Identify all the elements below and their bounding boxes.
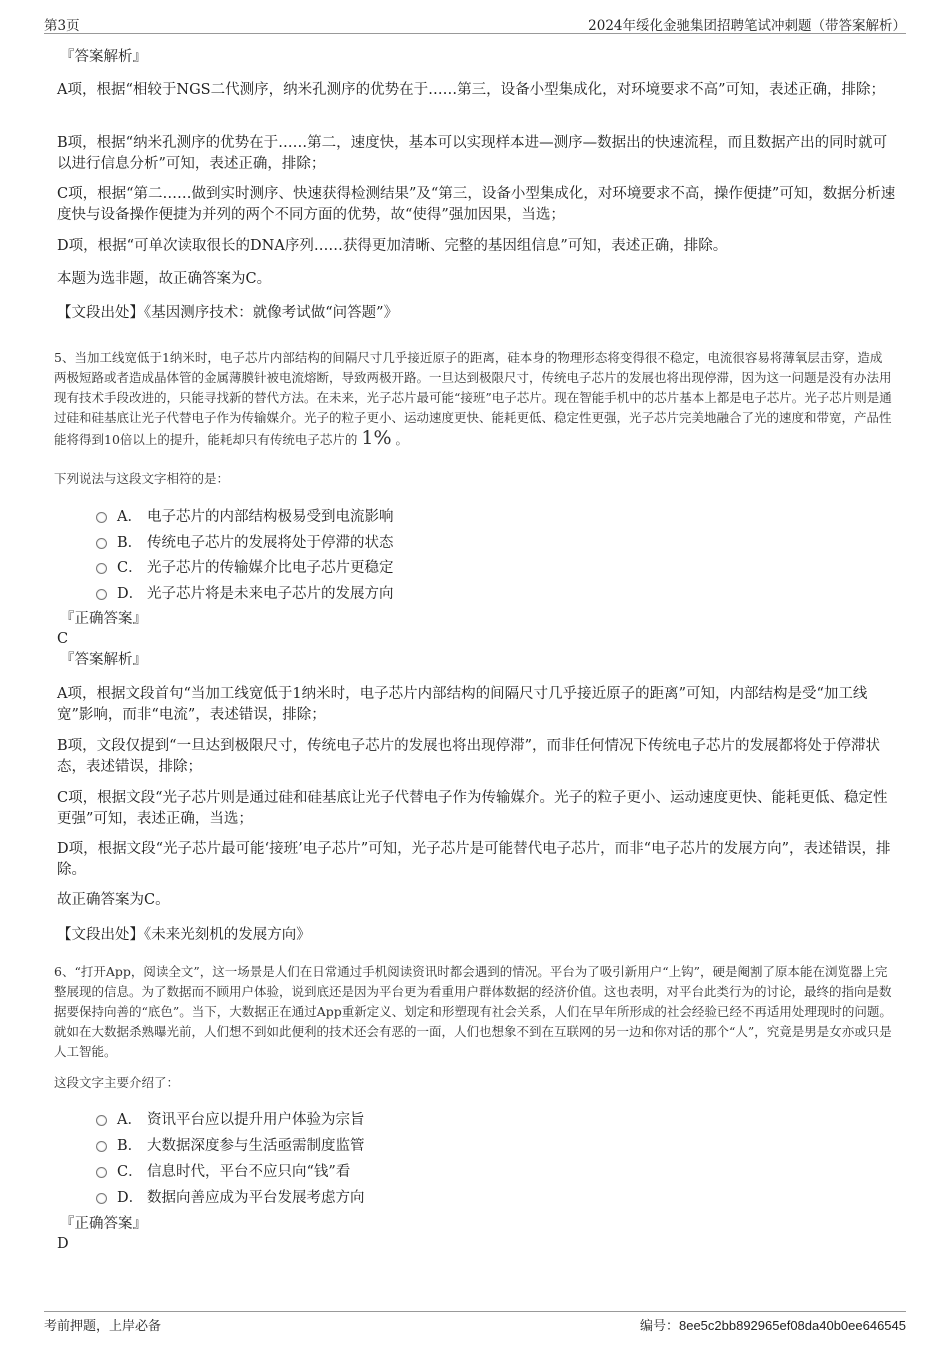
q6-answer-label: 『正确答案』 (60, 1216, 147, 1232)
radio-icon[interactable] (96, 563, 107, 574)
q4-analysis-c: C项，根据“第二……做到实时测序、快速获得检测结果”及“第三，设备小型集成化，对环境要求不高，操作便捷”可知，数据分析速度快与设备操作便捷为并列的两个不同方面的优势，故“使得”强加因果，当选； (57, 186, 896, 223)
radio-icon[interactable] (96, 1141, 107, 1152)
footer-slogan: 考前押题，上岸必备 (44, 1319, 162, 1334)
q5-option-b[interactable]: B． 传统电子芯片的发展将处于停滞的状态 (96, 531, 394, 551)
q5-answer-label: 『正确答案』 (60, 611, 147, 627)
q5-option-d[interactable]: D． 光子芯片将是未来电子芯片的发展方向 (96, 582, 394, 602)
radio-icon[interactable] (96, 1193, 107, 1204)
q5-analysis-d: D项，根据文段“光子芯片最可能‘接班’电子芯片”可知，光子芯片是可能替代电子芯片，而非“电子芯片的发展方向”，表述错误，排除。 (57, 841, 891, 878)
q5-conclusion: 故正确答案为C。 (57, 892, 170, 908)
q5-stem-value: 1% (361, 427, 392, 449)
q5-analysis-c: C项，根据文段“光子芯片则是通过硅和硅基底让光子代替电子作为传输媒介。光子的粒子更小、运动速度更快、能耗更低、稳定性更强”可知，表述正确，当选； (57, 790, 888, 827)
q5-analysis-b: B项，文段仅提到“一旦达到极限尺寸，传统电子芯片的发展也将出现停滞”，而非任何情况下传统电子芯片的发展都将处于停滞状态，表述错误，排除； (57, 738, 880, 775)
radio-icon[interactable] (96, 512, 107, 523)
q4-analysis-label: 『答案解析』 (60, 49, 147, 65)
q5-analysis-a: A项，根据文段首句“当加工线宽低于1纳米时，电子芯片内部结构的间隔尺寸几乎接近原子的距离”可知，内部结构是受“加工线宽”影响，而非“电流”，表述错误，排除； (57, 686, 868, 723)
q6-option-a[interactable]: A． 资讯平台应以提升用户体验为宗旨 (96, 1108, 365, 1128)
document-title: 2024年绥化金驰集团招聘笔试冲刺题（带答案解析） (588, 18, 906, 34)
q4-analysis-a: A项，根据“相较于NGS二代测序，纳米孔测序的优势在于……第三，设备小型集成化，对环境要求不高”可知，表述正确，排除； (57, 82, 885, 98)
q4-analysis-d: D项，根据“可单次读取很长的DNA序列……获得更加清晰、完整的基因组信息”可知，表述正确，排除。 (57, 238, 728, 254)
footer-code: 编号：8ee5c2bb892965ef08da40b0ee646545 (639, 1318, 906, 1334)
q5-option-a[interactable]: A． 电子芯片的内部结构极易受到电流影响 (96, 505, 394, 525)
q5-question: 下列说法与这段文字相符的是： (54, 471, 230, 486)
q6-answer: D (57, 1236, 69, 1252)
radio-icon[interactable] (96, 1115, 107, 1126)
page-header (44, 13, 906, 34)
q4-conclusion: 本题为选非题，故正确答案为C。 (57, 271, 272, 287)
q5-analysis-label: 『答案解析』 (60, 652, 147, 668)
q6-option-b[interactable]: B． 大数据深度参与生活亟需制度监管 (96, 1134, 365, 1154)
radio-icon[interactable] (96, 589, 107, 600)
q5-source: 【文段出处】《未来光刻机的发展方向》 (57, 927, 311, 943)
q6-option-c[interactable]: C． 信息时代，平台不应只向“钱”看 (96, 1160, 350, 1180)
radio-icon[interactable] (96, 1167, 107, 1178)
q6-stem: 6、“打开App，阅读全文”，这一场景是人们在日常通过手机阅读资讯时都会遇到的情况。平台为了吸引新用户“上钩”，硬是阉割了原本能在浏览器上完整展现的信息。为了数据而不顾用户体验，说到底还是因为平台更为看重用户群体数据的经济价值。这也表明，对平台此类行为的讨论，最终的指向是数据要保持向善的“底色”。当下，大数据正在通过App重新定义、划定和形塑现有社会关系，人们在早年所形成的社会经验已经不再适用处理现时的问题。就如在大数据杀熟曝光前，人们想不到如此便利的技术还会有恶的一面，人们也想象不到在互联网的另一边和你对话的那个“人”，究竟是男是女亦或只是人工智能。 (54, 964, 892, 1059)
q5-option-c[interactable]: C． 光子芯片的传输媒介比电子芯片更稳定 (96, 556, 394, 576)
q6-option-d[interactable]: D． 数据向善应成为平台发展考虑方向 (96, 1186, 365, 1206)
q4-analysis-b: B项，根据“纳米孔测序的优势在于……第二，速度快，基本可以实现样本进—测序—数据出的快速流程，而且数据产出的同时就可以进行信息分析”可知，表述正确，排除； (57, 135, 888, 172)
q4-source: 【文段出处】《基因测序技术：就像考试做“问答题”》 (57, 305, 399, 321)
q6-question: 这段文字主要介绍了： (54, 1075, 180, 1090)
radio-icon[interactable] (96, 538, 107, 549)
page-number: 第3页 (44, 18, 80, 34)
q5-answer: C (57, 631, 69, 647)
q5-stem: 5、当加工线宽低于1纳米时，电子芯片内部结构的间隔尺寸几乎接近原子的距离，硅本身的物理形态将变得很不稳定，电流很容易将薄氧层击穿，造成两极短路或者造成晶体管的金属薄膜针被电流熔断，导致两极开路。一旦达到极限尺寸，传统电子芯片的发展也将出现停滞，因为这一问题是没有办法用现有技术手段改进的，只能寻找新的替代方法。在未来，光子芯片最可能“接班”电子芯片。现在智能手机中的芯片基本上都是电子芯片。光子芯片则是通过硅和硅基底让光子代替电子作为传输媒介。光子的粒子更小、运动速度更快、能耗更低、稳定性更强，光子芯片完美地融合了光的速度和带宽，产品性能将得到10倍以上的提升，能耗却只有传统电子芯片的 1% 。 (54, 350, 892, 449)
page-footer (44, 1311, 906, 1336)
